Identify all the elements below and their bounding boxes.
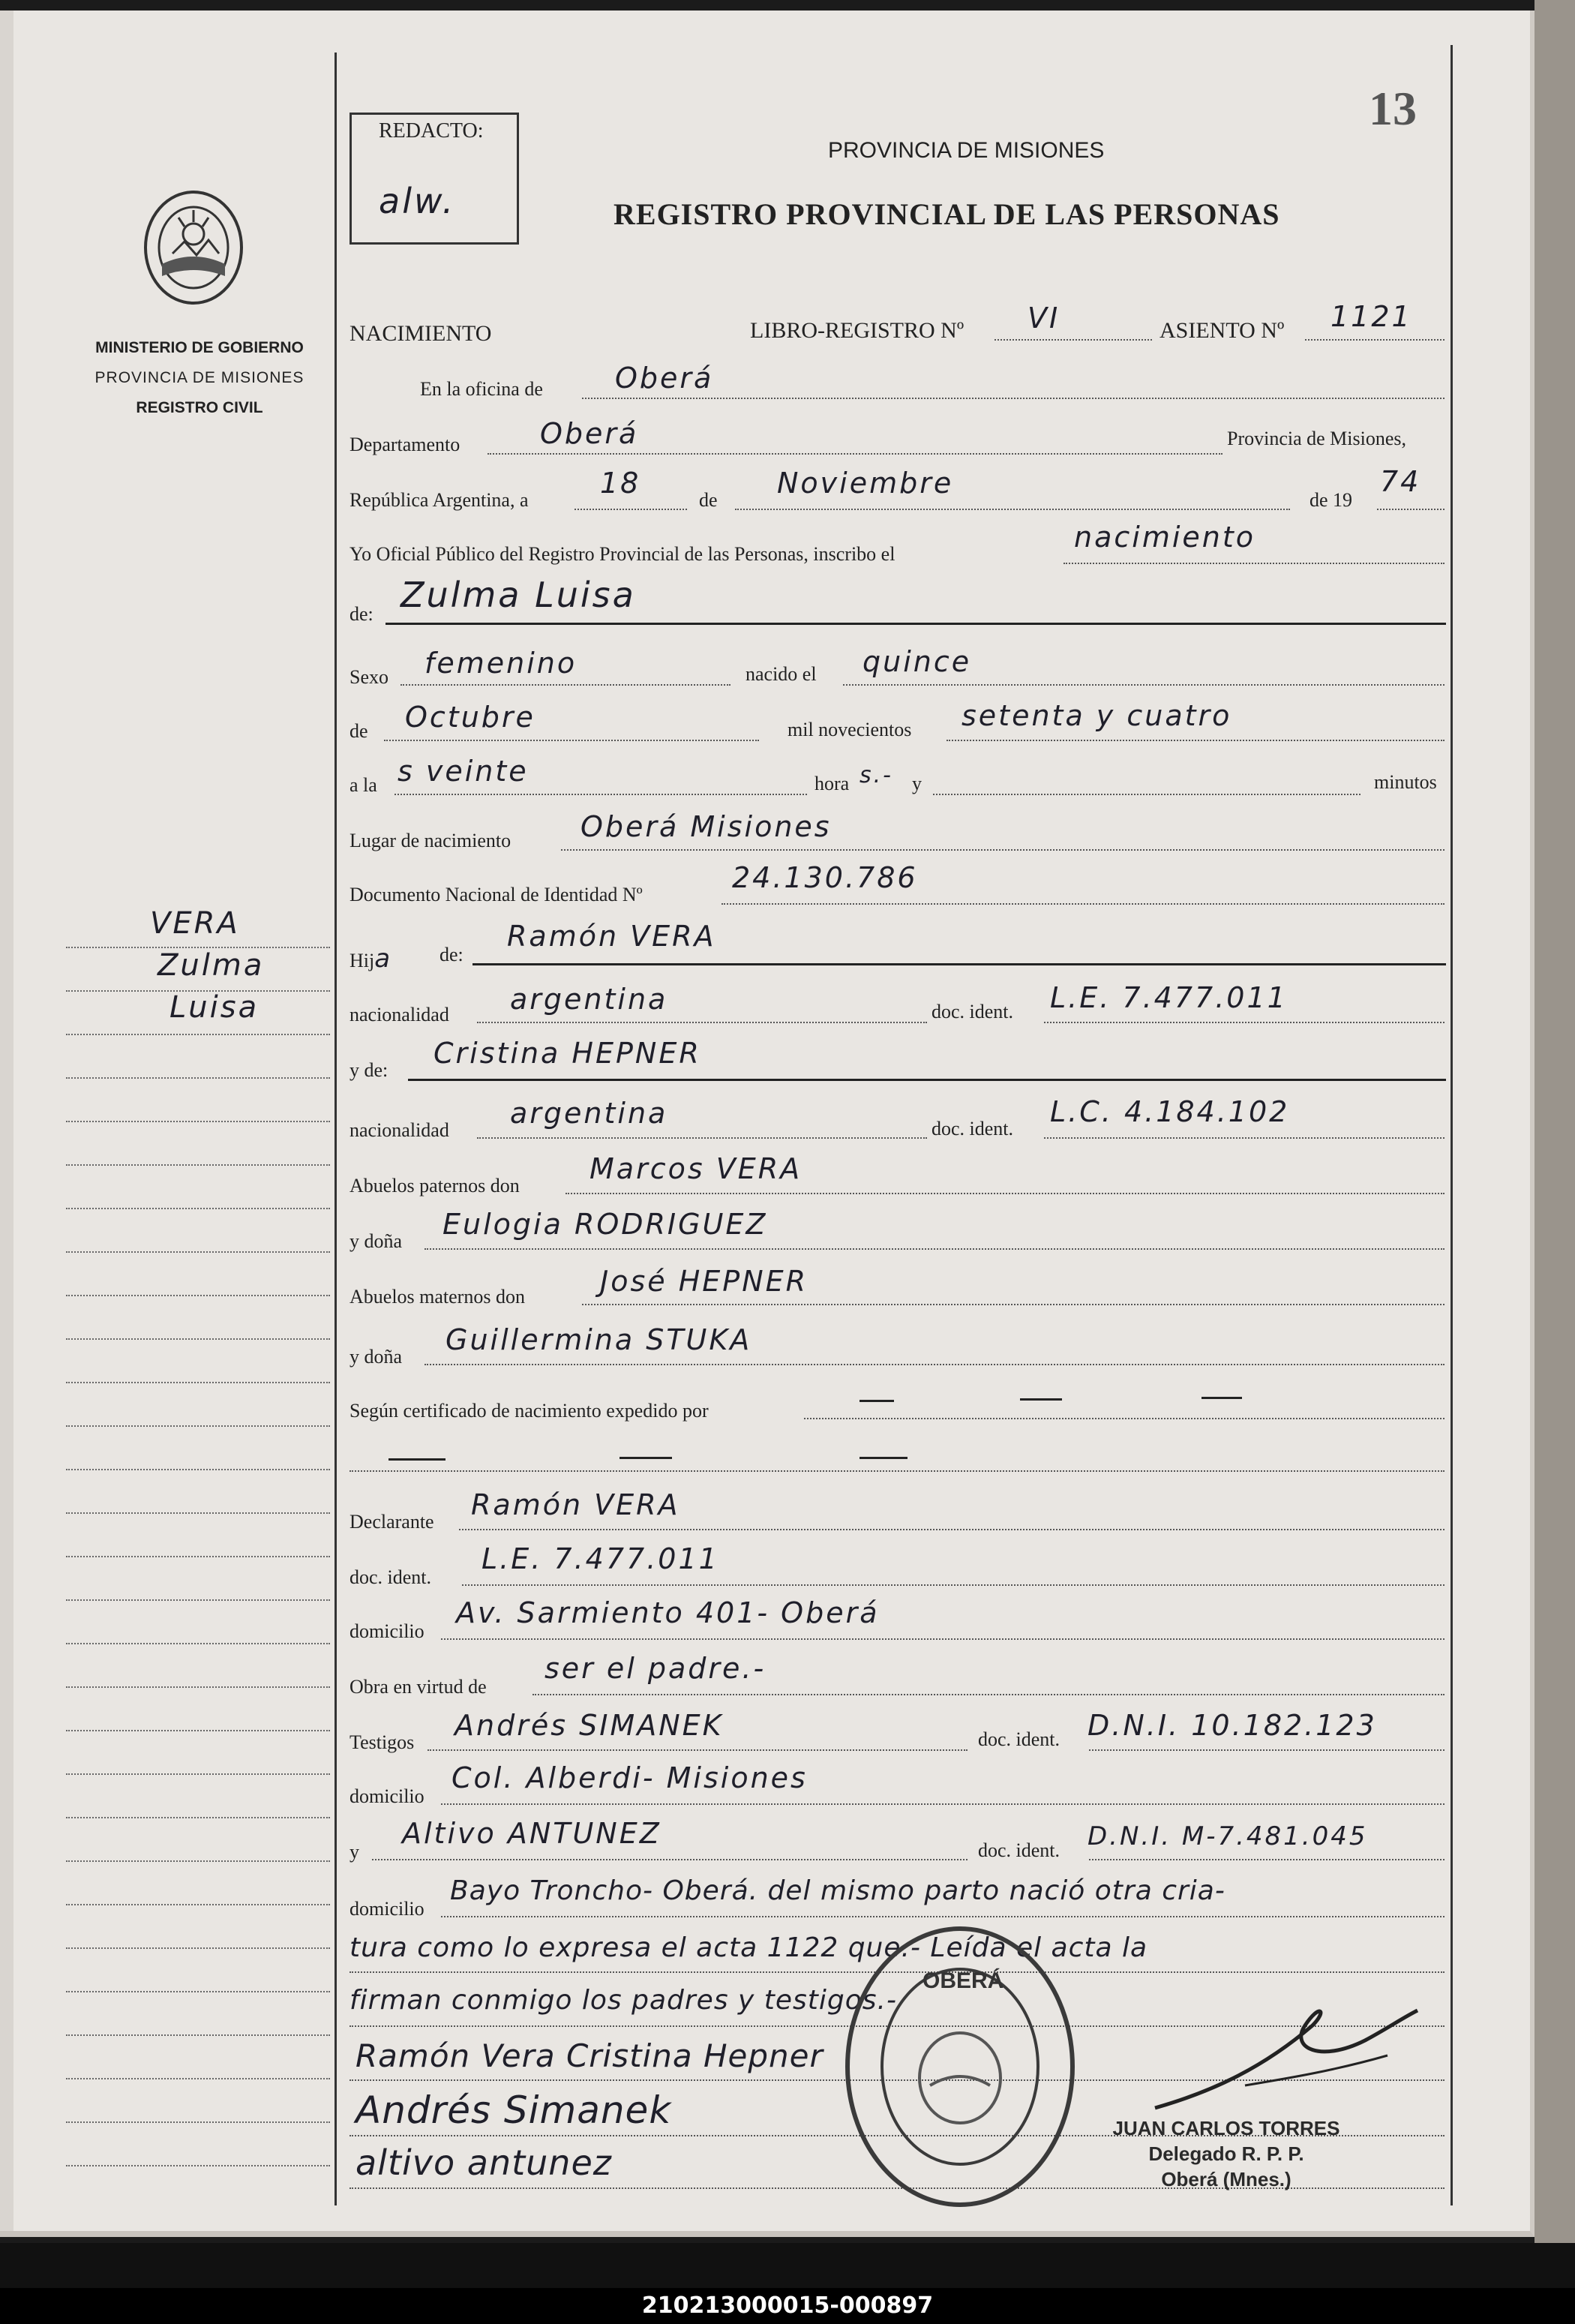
departamento-value: Oberá	[540, 417, 639, 450]
sexo-value: femenino	[424, 647, 578, 680]
margin-note-line2: Zulma	[158, 948, 265, 983]
ministry-line2: PROVINCIA DE MISIONES	[94, 369, 304, 386]
asiento-label: ASIENTO Nº	[1160, 318, 1285, 343]
padre-nac-label: nacionalidad	[350, 1004, 449, 1025]
mes-nac-value: Octubre	[405, 701, 536, 734]
mil-label: mil novecientos	[788, 719, 912, 740]
dash-mark	[388, 1458, 446, 1461]
minutos-label: minutos	[1374, 771, 1437, 793]
margin-note-line1: VERA	[150, 906, 240, 941]
official-place: Oberá (Mnes.)	[1161, 2168, 1292, 2190]
de-label: de	[699, 489, 718, 511]
margin-line	[66, 1077, 330, 1079]
margin-line	[66, 1860, 330, 1862]
signature-witness-1: Andrés Simanek	[356, 2088, 672, 2132]
dash-mark	[860, 1400, 894, 1402]
asiento-value: 1121	[1330, 300, 1412, 333]
dni-value: 24.130.786	[732, 861, 918, 894]
hora-line	[394, 794, 807, 795]
provincia-label: Provincia de Misiones,	[1227, 428, 1407, 449]
margin-line	[66, 1730, 330, 1731]
padre-value: Ramón VERA	[507, 920, 716, 953]
testigo1-doc-label: doc. ident.	[978, 1728, 1060, 1750]
official-name: JUAN CARLOS TORRES	[1112, 2117, 1340, 2139]
dni-line	[722, 903, 1444, 905]
segun-label: Según certificado de nacimiento expedido por	[350, 1400, 709, 1422]
yo-oficial-label: Yo Oficial Público del Registro Provincial de las Personas, inscribo el	[350, 543, 896, 565]
lugar-label: Lugar de nacimiento	[350, 830, 512, 851]
margin-note-line3: Luisa	[170, 990, 260, 1025]
margin-line	[66, 1817, 330, 1818]
ala-label: a la	[350, 774, 377, 796]
header-registry: REGISTRO PROVINCIAL DE LAS PERSONAS	[614, 197, 1280, 231]
margin-line	[66, 1425, 330, 1427]
padre-doc-label: doc. ident.	[932, 1001, 1014, 1022]
official-title: Delegado R. P. P.	[1148, 2142, 1304, 2165]
official-signature-icon	[1140, 1980, 1425, 2130]
margin-line	[66, 1686, 330, 1688]
ministry-line3: REGISTRO CIVIL	[136, 399, 263, 416]
padre-nac-line	[477, 1022, 927, 1023]
margin-line	[66, 1556, 330, 1557]
right-border	[1450, 45, 1453, 2205]
margin-line	[66, 1034, 330, 1035]
anio-value: 74	[1380, 465, 1421, 498]
hija-label-text: Hij	[350, 950, 375, 971]
anio-nac-value: setenta y cuatro	[962, 699, 1232, 732]
dash-mark	[620, 1457, 672, 1459]
testigo2-doc-line	[1089, 1859, 1444, 1860]
ministry-block	[72, 333, 327, 423]
abuela-pat-value: Eulogia RODRIGUEZ	[442, 1208, 768, 1241]
testigo2-doc-label: doc. ident.	[978, 1839, 1060, 1861]
mes-nac-line	[384, 740, 759, 741]
testigo1-dom-value: Col. Alberdi- Misiones	[452, 1761, 808, 1794]
lugar-value: Oberá Misiones	[580, 810, 832, 843]
margin-line	[66, 1599, 330, 1601]
bottom-background	[0, 2243, 1575, 2288]
declarante-line	[459, 1529, 1444, 1530]
testigo1-dom-label: domicilio	[350, 1785, 424, 1807]
dash-mark	[860, 1457, 908, 1459]
madre-line	[408, 1079, 1446, 1081]
padre-doc-line	[1044, 1022, 1444, 1023]
margin-line	[66, 1991, 330, 1992]
page-spine	[0, 11, 14, 2231]
testigo2-dom-label: domicilio	[350, 1898, 424, 1920]
testigo2-doc-value: D.N.I. M-7.481.045	[1088, 1821, 1368, 1851]
decl-doc-line	[462, 1584, 1444, 1586]
ydona-pat-label: y doña	[350, 1230, 403, 1252]
departamento-label: Departamento	[350, 434, 460, 455]
dni-label: Documento Nacional de Identidad Nº	[350, 884, 643, 905]
testigo2-line	[372, 1859, 968, 1860]
testigo1-line	[428, 1749, 968, 1751]
abuelos-pat-label: Abuelos paternos don	[350, 1175, 520, 1197]
declarante-label: Declarante	[350, 1511, 434, 1533]
madre-doc-line	[1044, 1137, 1444, 1139]
ministry-seal	[140, 186, 248, 309]
stamp-seal-icon	[840, 1920, 1080, 2213]
madre-value: Cristina HEPNER	[434, 1037, 701, 1070]
signature-witness-2: altivo antunez	[356, 2142, 612, 2183]
hora-value: s veinte	[398, 755, 529, 788]
margin-line	[66, 1208, 330, 1209]
testigo2-dom-line	[441, 1916, 1444, 1917]
abuelo-mat-line	[582, 1304, 1444, 1305]
yde-label: y de:	[350, 1059, 388, 1081]
obra-label: Obra en virtud de	[350, 1676, 487, 1698]
minutos-line	[933, 794, 1360, 795]
ministry-line1: MINISTERIO DE GOBIERNO	[95, 339, 304, 356]
margin-line	[66, 1382, 330, 1383]
coat-of-arms-icon	[140, 186, 248, 309]
testigos-label: Testigos	[350, 1731, 415, 1753]
domicilio-label: domicilio	[350, 1620, 424, 1642]
obra-line	[532, 1694, 1444, 1695]
stamp-center: OBERÁ	[922, 1968, 1004, 1993]
nacido-value: quince	[862, 645, 972, 678]
header-province: PROVINCIA DE MISIONES	[828, 138, 1105, 163]
hija-suffix: a	[374, 944, 393, 974]
nacido-label: nacido el	[746, 663, 817, 685]
margin-line	[66, 2165, 330, 2166]
testigo1-dom-line	[441, 1803, 1444, 1805]
abuela-mat-line	[424, 1364, 1444, 1365]
margin-line	[66, 1338, 330, 1340]
madre-doc-label: doc. ident.	[932, 1118, 1014, 1139]
padre-doc-value: L.E. 7.477.011	[1050, 981, 1288, 1014]
abuelos-mat-label: Abuelos maternos don	[350, 1286, 525, 1308]
image-caption: 210213000015-000897	[0, 2288, 1575, 2324]
official-block	[1088, 2115, 1365, 2192]
testigo2-prefix: y	[350, 1841, 359, 1863]
libro-label: LIBRO-REGISTRO Nº	[750, 318, 964, 343]
nombre-value: Zulma Luisa	[400, 575, 636, 615]
abuelo-pat-line	[566, 1193, 1444, 1194]
libro-value: VI	[1028, 302, 1060, 335]
mes-value: Noviembre	[777, 467, 954, 500]
republica-label: República Argentina, a	[350, 489, 529, 511]
dash-mark	[1202, 1397, 1242, 1399]
decl-doc-value: L.E. 7.477.011	[482, 1542, 719, 1575]
decl-doc-label: doc. ident.	[350, 1566, 432, 1588]
madre-nac-line	[477, 1137, 927, 1139]
testigo2-value: Altivo ANTUNEZ	[402, 1817, 662, 1850]
lugar-line	[561, 849, 1444, 851]
horas-value: s.-	[860, 762, 893, 788]
signature-parents: Ramón Vera Cristina Hepner	[356, 2037, 824, 2074]
page-number: 13	[1369, 82, 1417, 135]
sexo-line	[400, 684, 730, 686]
margin-line	[66, 1947, 330, 1949]
margin-line	[66, 1121, 330, 1122]
abuela-mat-value: Guillermina STUKA	[446, 1323, 752, 1356]
padre-nac-value: argentina	[510, 983, 668, 1016]
nota-value-3: firman conmigo los padres y testigos.-	[350, 1985, 897, 2016]
official-stamp	[840, 1920, 1080, 2213]
nombre-line	[386, 623, 1446, 625]
margin-line	[66, 1469, 330, 1470]
redacto-value: alw.	[379, 181, 456, 221]
anio-line	[1377, 509, 1444, 510]
margin-line	[66, 1643, 330, 1644]
acto-value: nacimiento	[1074, 521, 1256, 554]
margin-line	[66, 1773, 330, 1775]
margin-line	[66, 1251, 330, 1253]
abuela-pat-line	[424, 1248, 1444, 1250]
nacido-line	[843, 684, 1444, 686]
hija-label	[350, 944, 392, 974]
record-type: NACIMIENTO	[350, 321, 492, 346]
left-border	[334, 53, 337, 2205]
oficina-label: En la oficina de	[420, 378, 543, 400]
testigo1-value: Andrés SIMANEK	[454, 1709, 724, 1742]
segun-line	[804, 1418, 1444, 1419]
margin-line	[66, 1295, 330, 1296]
testigo1-doc-line	[1089, 1749, 1444, 1751]
oficina-line	[582, 398, 1444, 399]
de-mes-label: de	[350, 720, 368, 742]
domicilio-value: Av. Sarmiento 401- Oberá	[456, 1596, 880, 1629]
margin-line	[66, 1904, 330, 1905]
anio-nac-line	[946, 740, 1444, 741]
testigo2-dom-value: Bayo Troncho- Oberá. del mismo parto nació otra cria-	[450, 1875, 1226, 1906]
margin-line	[66, 2078, 330, 2079]
margin-line	[66, 2121, 330, 2123]
domicilio-line	[441, 1638, 1444, 1640]
redacto-box	[350, 113, 519, 245]
sexo-label: Sexo	[350, 666, 388, 688]
dash-mark	[1020, 1398, 1062, 1401]
padre-line	[472, 963, 1446, 965]
obra-value: ser el padre.-	[544, 1652, 766, 1685]
acto-line	[1064, 563, 1444, 564]
abuelo-mat-value: José HEPNER	[600, 1265, 808, 1298]
horas-label: hora	[814, 773, 850, 794]
dia-line	[574, 509, 687, 510]
madre-nac-value: argentina	[510, 1097, 668, 1130]
segun-line-2	[350, 1470, 1444, 1472]
abuelo-pat-value: Marcos VERA	[590, 1152, 802, 1185]
de19-label: de 19	[1310, 489, 1353, 511]
libro-line	[994, 339, 1152, 341]
margin-line	[66, 1512, 330, 1514]
y-label: y	[912, 773, 922, 794]
oficina-value: Oberá	[615, 362, 714, 395]
madre-doc-value: L.C. 4.184.102	[1050, 1095, 1290, 1128]
margin-line	[66, 1164, 330, 1166]
de-nombre-label: de:	[350, 603, 374, 625]
declarante-value: Ramón VERA	[471, 1488, 680, 1521]
nota-value-2: tura como lo expresa el acta 1122 que.- Leída el acta la	[350, 1932, 1148, 1963]
redacto-label: REDACTO:	[379, 119, 484, 143]
dia-value: 18	[600, 467, 641, 500]
madre-nac-label: nacionalidad	[350, 1119, 449, 1141]
margin-line	[66, 2034, 330, 2036]
background-edge	[1534, 0, 1575, 2243]
testigo1-doc-value: D.N.I. 10.182.123	[1088, 1709, 1377, 1742]
hija-de-label: de:	[440, 944, 464, 965]
mes-line	[735, 509, 1290, 510]
ydona-mat-label: y doña	[350, 1346, 403, 1368]
departamento-line	[488, 453, 1222, 455]
asiento-line	[1305, 339, 1444, 341]
